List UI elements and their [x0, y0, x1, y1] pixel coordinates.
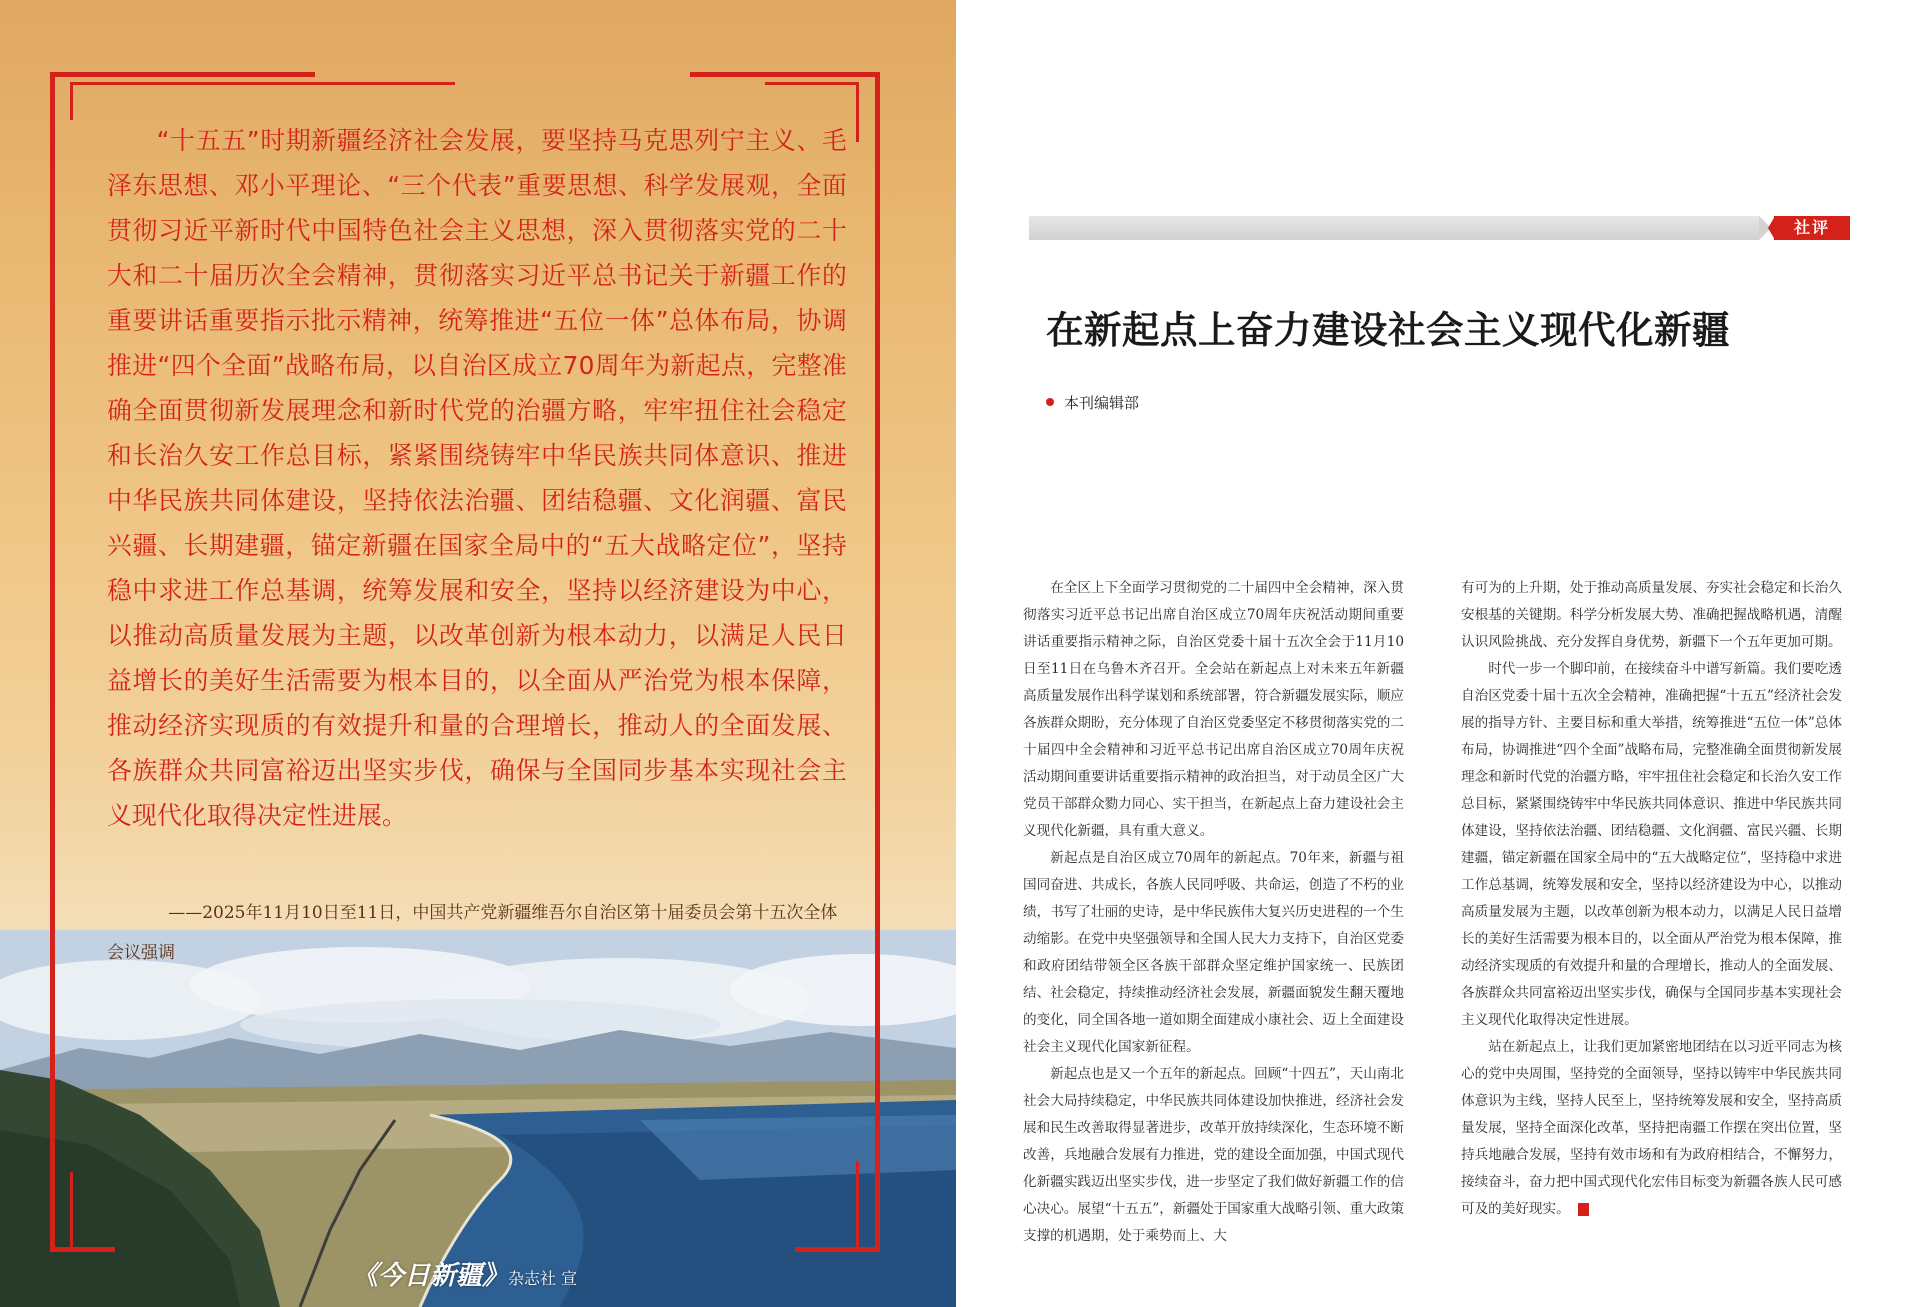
- end-mark-icon: [1578, 1203, 1589, 1216]
- article-title: 在新起点上奋力建设社会主义现代化新疆: [1046, 308, 1730, 352]
- quote-source: ——2025年11月10日至11日，中国共产党新疆维吾尔自治区第十届委员会第十五次全体会议强调: [107, 903, 838, 963]
- article-paragraph: 新起点也是又一个五年的新起点。回顾“十四五”，天山南北社会大局持续稳定，中华民族共同体建设加快推进，经济社会发展和民生改善取得显著进步，改革开放持续深化，生态环境不断改善，兵地融合发展有力推进，党的建设全面加强，中国式现代化新疆实践迈出坚实步伐，进一步坚定了我们做好新疆工作的信心决心。展望“十五五”，新疆处于国家重大战略引领、重大政策支撑的机遇期，处于乘势而上、大: [1023, 1066, 1404, 1244]
- plenary-quote-text: “十五五”时期新疆经济社会发展，要坚持马克思列宁主义、毛泽东思想、邓小平理论、“三个代表”重要思想、科学发展观，全面贯彻习近平新时代中国特色社会主义思想，深入贯彻落实党的二十大和二十届历次全会精神，贯彻落实习近平总书记关于新疆工作的重要讲话重要指示批示精神，统筹推进“五位一体”总体布局，协调推进“四个全面”战略布局，以自治区成立70周年为新起点，完整准确全面贯彻新发展理念和新时代党的治疆方略，牢牢扭住社会稳定和长治久安工作总目标，紧紧围绕铸牢中华民族共同体意识、推进中华民族共同体建设，坚持依法治疆、团结稳疆、文化润疆、富民兴疆、长期建疆，锚定新疆在国家全局中的“五大战略定位”，坚持稳中求进工作总基调，统筹发展和安全，坚持以经济建设为中心，以推动高质量发展为主题，以改革创新为根本动力，以满足人民日益增长的美好生活需要为根本目的，以全面从严治党为根本保障，推动经济实现质的有效提升和量的合理增长，推动人的全面发展、各族群众共同富裕迈出坚实步伐，确保与全国同步基本实现社会主义现代化取得决定性进展。: [107, 126, 847, 830]
- article-column-left: [1023, 575, 1404, 1250]
- article-paragraph-text: 站在新起点上，让我们更加紧密地团结在以习近平同志为核心的党中央周围，坚持党的全面领导，坚持以铸牢中华民族共同体意识为主线，坚持人民至上，坚持统筹发展和安全，坚持高质量发展，坚持全面深化改革，坚持把南疆工作摆在突出位置，坚持兵地融合发展，坚持有效市场和有为政府相结合，不懈努力，接续奋斗，奋力把中国式现代化宏伟目标变为新疆各族人民可感可及的美好现实。: [1461, 1039, 1842, 1217]
- publisher-credit: [352, 1255, 577, 1292]
- publisher-credit-text: 杂志社 宣: [508, 1269, 578, 1288]
- section-tag: 社评: [1774, 216, 1850, 240]
- article-paragraph: 有可为的上升期，处于推动高质量发展、夯实社会稳定和长治久安根基的关键期。科学分析发展大势、准确把握战略机遇，清醒认识风险挑战、充分发挥自身优势，新疆下一个五年更加可期。: [1461, 580, 1842, 650]
- section-header-bar: [1029, 216, 1759, 240]
- article-paragraph: [1461, 1034, 1842, 1223]
- article-column-right: [1461, 575, 1842, 1223]
- right-page-article: [956, 0, 1920, 1307]
- article-paragraph: 在全区上下全面学习贯彻党的二十届四中全会精神，深入贯彻落实习近平总书记出席自治区成立70周年庆祝活动期间重要讲话重要指示精神之际，自治区党委十届十五次全会于11月10日至11日在乌鲁木齐召开。全会站在新起点上对未来五年新疆高质量发展作出科学谋划和系统部署，符合新疆发展实际，顺应各族群众期盼，充分体现了自治区党委坚定不移贯彻落实党的二十届四中全会精神和习近平总书记出席自治区成立70周年庆祝活动期间重要讲话重要指示精神的政治担当，对于动员全区广大党员干部群众勠力同心、实干担当，在新起点上奋力建设社会主义现代化新疆，具有重大意义。: [1023, 580, 1404, 839]
- left-page-poster: [0, 0, 956, 1307]
- bullet-dot-icon: [1046, 398, 1054, 406]
- author-name: 本刊编辑部: [1064, 394, 1140, 412]
- article-paragraph: 时代一步一个脚印前，在接续奋斗中谱写新篇。我们要吃透自治区党委十届十五次全会精神，准确把握“十五五”经济社会发展的指导方针、主要目标和重大举措，统筹推进“五位一体”总体布局，协调推进“四个全面”战略布局，完整准确全面贯彻新发展理念和新时代党的治疆方略，牢牢扭住社会稳定和长治久安工作总目标，紧紧围绕铸牢中华民族共同体意识、推进中华民族共同体建设，坚持依法治疆、团结稳疆、文化润疆、富民兴疆、长期建疆，锚定新疆在国家全局中的“五大战略定位”，坚持稳中求进工作总基调，统筹发展和安全，坚持以经济建设为中心，以推动高质量发展为主题，以改革创新为根本动力，以满足人民日益增长的美好生活需要为根本目的，以全面从严治党为根本保障，推动经济实现质的有效提升和量的合理增长，推动人的全面发展、各族群众共同富裕迈出坚实步伐，确保与全国同步基本实现社会主义现代化取得决定性进展。: [1461, 661, 1842, 1028]
- author-byline: [1046, 392, 1139, 413]
- magazine-logo: 《今日新疆》: [352, 1261, 509, 1291]
- article-paragraph: 新起点是自治区成立70周年的新起点。70年来，新疆与祖国同奋进、共成长，各族人民同呼吸、共命运，创造了不朽的业绩，书写了壮丽的史诗，是中华民族伟大复兴历史进程的一个生动缩影。在党中央坚强领导和全国人民大力支持下，自治区党委和政府团结带领全区各族干部群众坚定维护国家统一、民族团结、社会稳定，持续推动经济社会发展，新疆面貌发生翻天覆地的变化，同全国各地一道如期全面建成小康社会、迈上全面建设社会主义现代化国家新征程。: [1023, 850, 1404, 1055]
